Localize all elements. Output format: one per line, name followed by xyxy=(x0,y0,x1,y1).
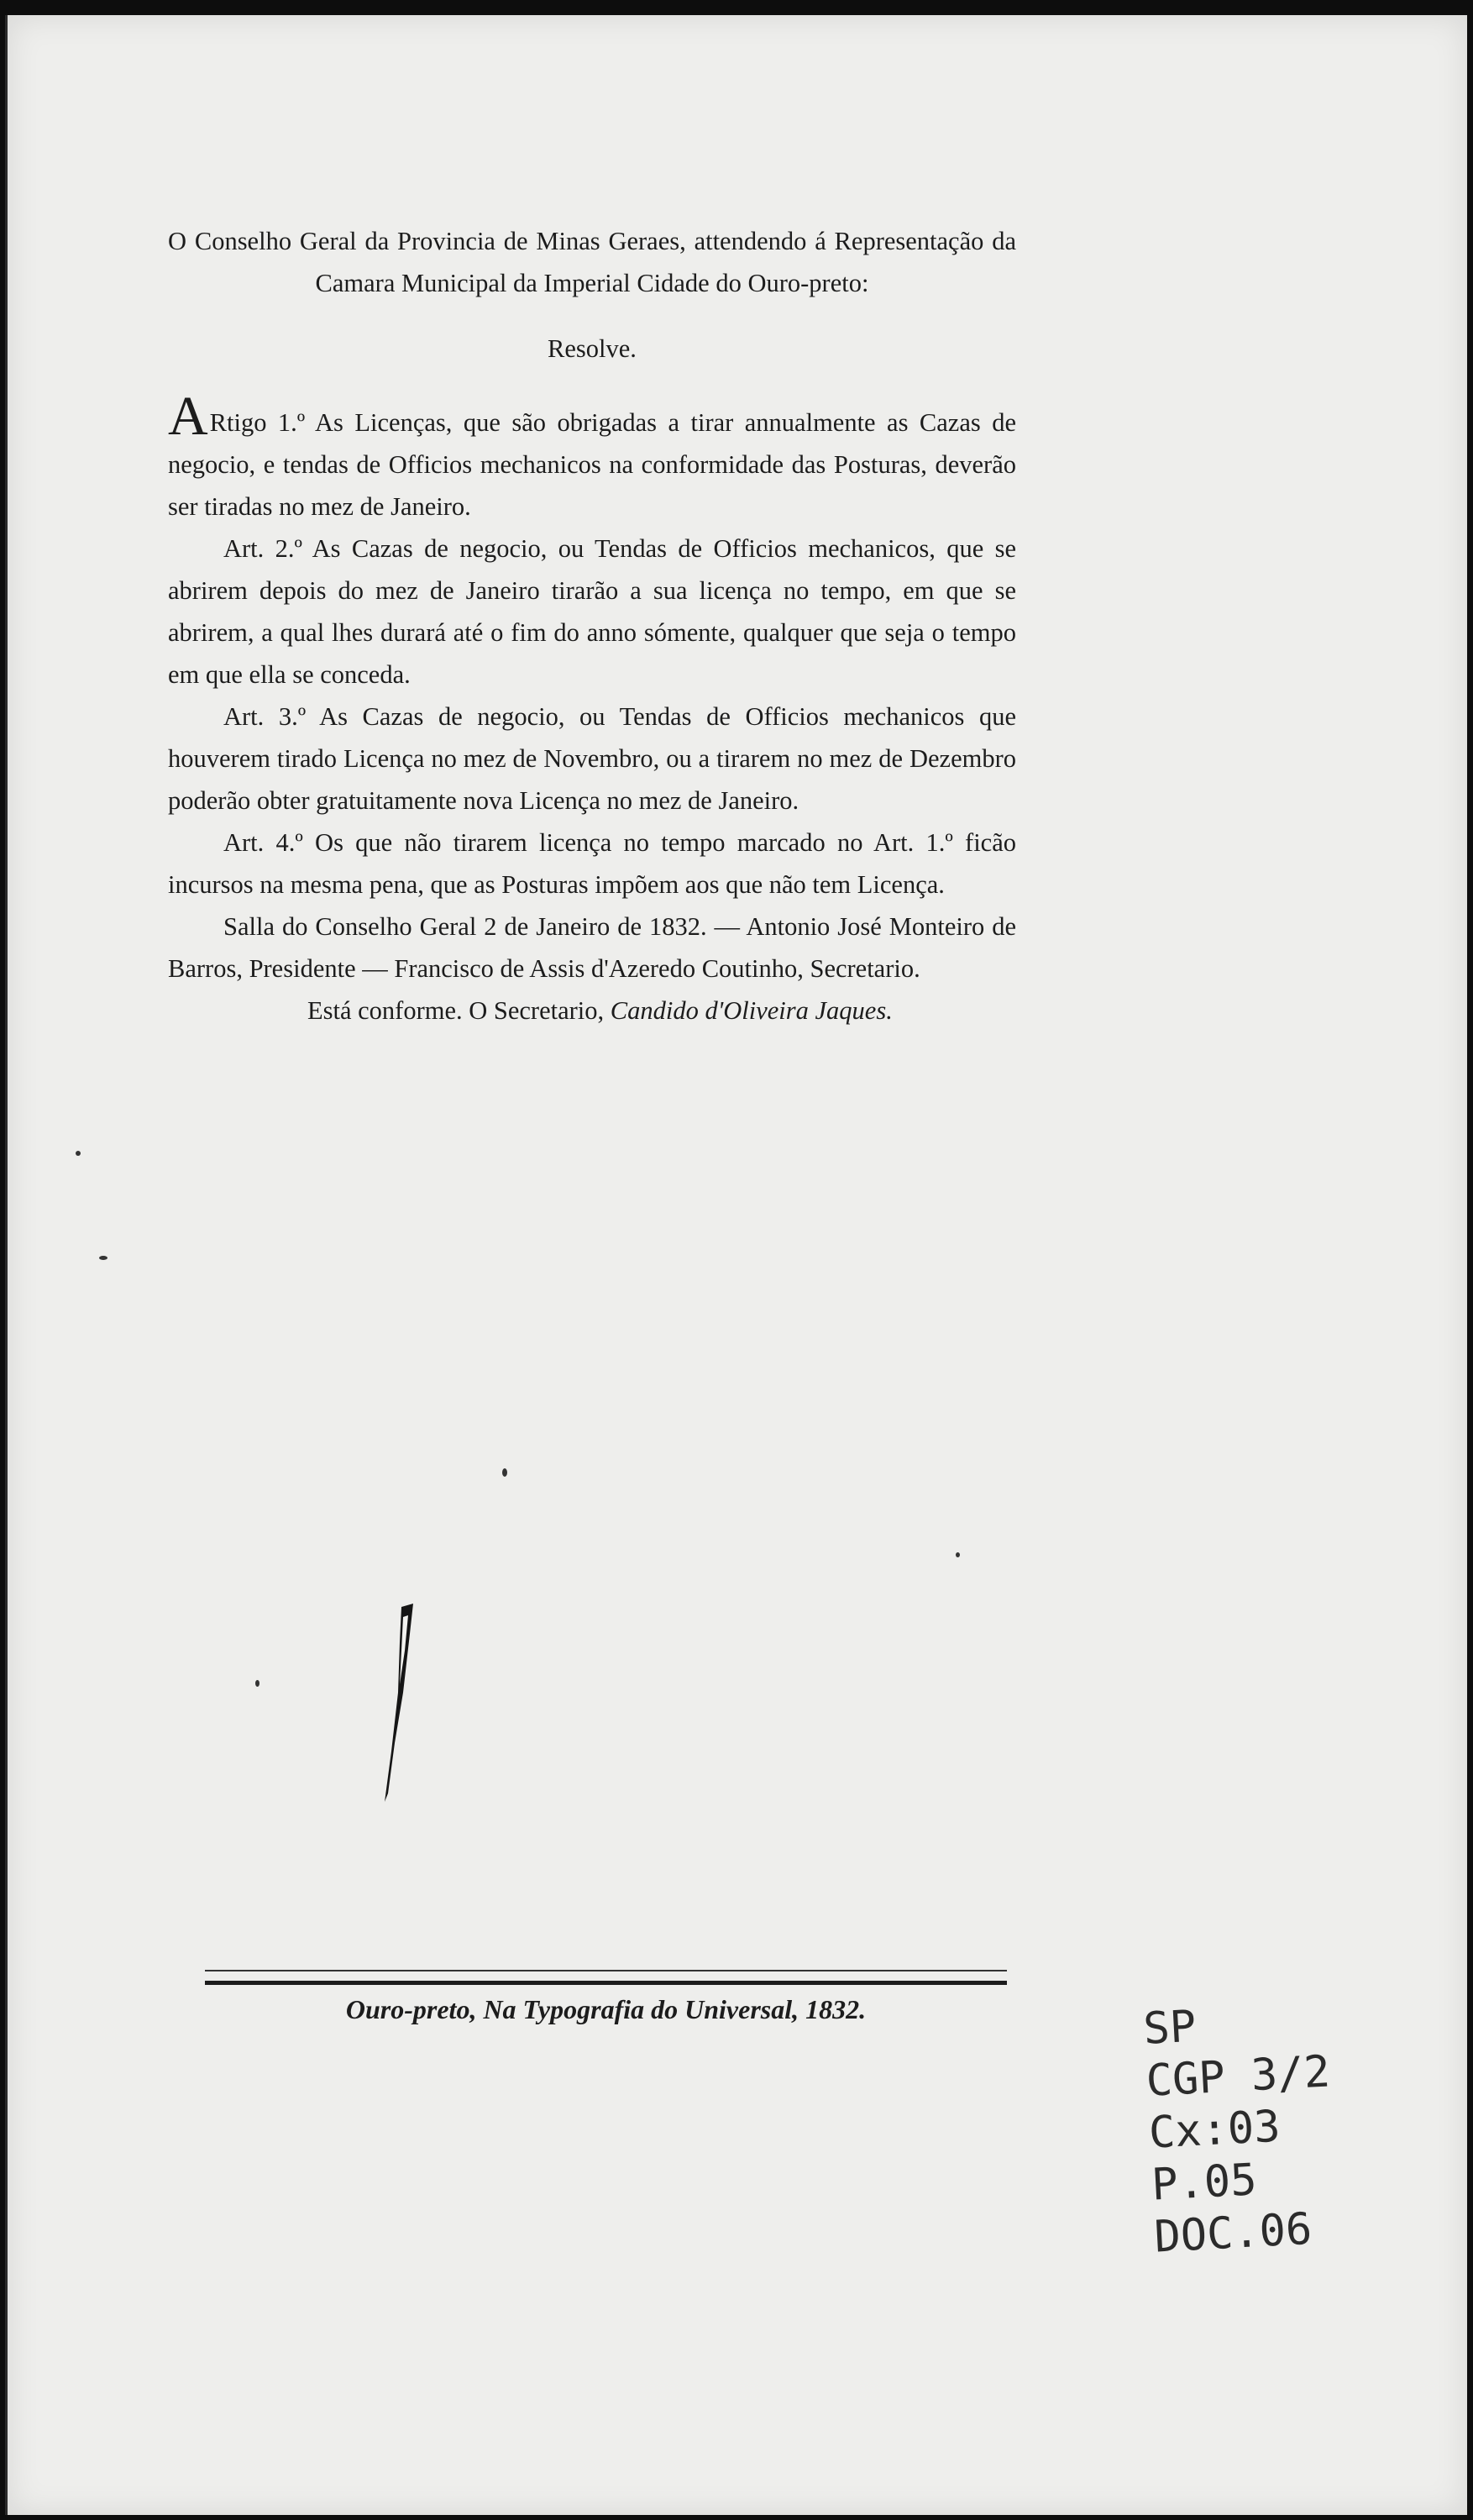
preamble: O Conselho Geral da Provincia de Minas Geraes, attendendo á Representação da Camara Municipal da Imperial Cidade do Ouro-preto: xyxy=(168,227,1016,297)
article-3: Art. 3.º As Cazas de negocio, ou Tendas de Officios mechanicos que houverem tirado Licença no mez de Novembro, ou a tirarem no mez de Dezembro poderão obter gratuitamente nova Licença no mez de Janeiro. xyxy=(168,702,1016,815)
resolve-heading: Resolve. xyxy=(548,334,637,363)
article-1-text: Rtigo 1.º As Licenças, que são obrigadas a tirar annualmente as Cazas de negocio, e tendas de Officios mechanicos na conformidade das Posturas, deverão ser tiradas no mez de Janeiro. xyxy=(168,408,1016,521)
article-2: Art. 2.º As Cazas de negocio, ou Tendas de Officios mechanicos, que se abrirem depois do mez de Janeiro tirarão a sua licença no tempo, em que se abrirem, a qual lhes durará até o fim do anno sómente, qualquer que seja o tempo em que ella se conceda. xyxy=(168,534,1016,689)
imprint-rule-thin xyxy=(205,1970,1007,1971)
conforme-line xyxy=(168,990,1016,1032)
archive-note-line-4: P.05 xyxy=(1150,2155,1258,2211)
archive-note-line-1: SP xyxy=(1142,2001,1198,2055)
secretary-name: Candido d'Oliveira Jaques. xyxy=(610,996,893,1025)
paper-speck xyxy=(956,1552,960,1557)
article-1 xyxy=(168,386,1016,528)
archive-note-line-3: Cx:03 xyxy=(1147,2101,1282,2159)
paper-speck xyxy=(76,1151,81,1156)
imprint: Ouro-preto, Na Typografia do Universal, 1832. xyxy=(345,1994,867,2024)
article-4: Art. 4.º Os que não tirarem licença no tempo marcado no Art. 1.º ficão incursos na mesma pena, que as Posturas impõem aos que não tem Licença. xyxy=(168,828,1016,899)
ink-stain xyxy=(370,1600,428,1810)
document-body xyxy=(168,220,1016,1032)
paper-speck xyxy=(502,1468,507,1477)
paper-speck xyxy=(255,1680,259,1687)
archive-handwritten-note xyxy=(1142,1989,1424,2263)
drop-cap-initial: A xyxy=(168,386,208,447)
archive-note-line-5: DOC.06 xyxy=(1153,2203,1313,2263)
paper-speck xyxy=(99,1256,107,1260)
conforme-prefix: Está conforme. O Secretario, xyxy=(307,996,605,1025)
archive-note-line-2: CGP 3/2 xyxy=(1145,2046,1332,2107)
signature-block: Salla do Conselho Geral 2 de Janeiro de 1832. — Antonio José Monteiro de Barros, Presidente — Francisco de Assis d'Azeredo Coutinho, Secretario. xyxy=(168,912,1016,983)
